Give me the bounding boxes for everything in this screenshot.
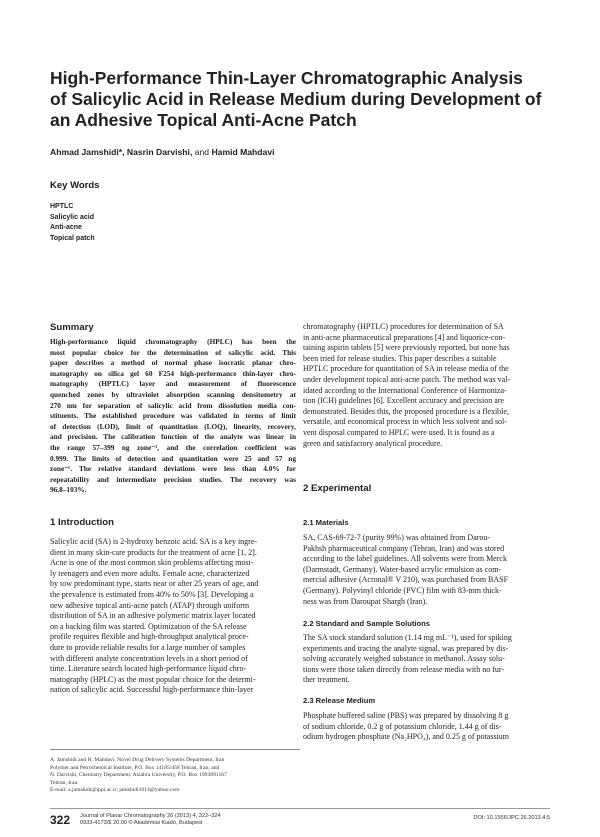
summary-heading: Summary	[50, 322, 94, 333]
introduction-heading: 1 Introduction	[50, 517, 114, 528]
text-line: ness was from Daroupat Shargh (Iran).	[303, 596, 428, 606]
text-line: with different analyte concentration levels in a short period of	[50, 653, 248, 663]
author-name: Nasrin Darvishi,	[126, 147, 193, 157]
article-title	[50, 68, 560, 131]
text-line: Salicylic acid (SA) is 2-hydroxy benzoic acid. SA is a key ingre-	[50, 537, 258, 546]
text-line: ly teenagers and even more adults. Female acne, characterized	[50, 568, 250, 578]
summary-line: matography (HPTLC) layer and measurement of fluorescence	[50, 379, 296, 389]
text-line: by tow predominant type, starts near or after 25 years of age, and	[50, 579, 259, 589]
text-line: nation of salicylic acid. Successful high-performance thin-layer	[50, 685, 254, 695]
summary-line: 0.999. The limits of detection and quantitation were 25 and 57 ng	[50, 453, 296, 463]
summary-line: paper describes a method of normal phase isocratic planar chro-	[50, 358, 296, 368]
text-line: Phosphate buffered saline (PBS) was prepared by dissolving 8 g	[303, 711, 509, 720]
text-line: new adhesive topical anti-acne patch (ATAP) through uniform	[50, 600, 250, 610]
text-line: profile requires flexible and high-throughput analytical proce-	[50, 632, 249, 642]
summary-line: repeatability and intermediate precision studies. The recovery was	[50, 474, 296, 484]
summary-line: most popular choice for the determination of salicylic acid. This	[50, 347, 296, 357]
summary-line: 96.8–103%.	[50, 485, 87, 495]
text-line: in anti-acne pharmaceutical preparations [4] and liquorice-con-	[303, 332, 506, 342]
footnote-line: N. Darvishi, Chemistry Department, Alzahra University, P.O. Box 1993891167	[50, 772, 227, 779]
text-line: according to the label guidelines. All solvents were from Merck	[303, 554, 507, 564]
summary-line: matography on silica gel 60 F254 high-performance thin-layer chro-	[50, 368, 296, 378]
keyword-item: Salicylic acid	[50, 213, 94, 221]
materials-heading: 2.1 Materials	[303, 518, 349, 527]
text-line: odium hydrogen phosphate (Na₂HPO₄), and 0.25 g of potassium	[303, 732, 509, 742]
materials-text	[303, 533, 550, 607]
summary-line: zone⁻¹. The relative standard deviations were less than 4.0% for	[50, 464, 296, 474]
title-line: High-Performance Thin-Layer Chromatographic Analysis	[50, 68, 523, 88]
text-line: Pakhsh pharmaceutical company (Tehran, Iran) and was stored	[303, 543, 505, 553]
title-line: of Salicylic Acid in Release Medium during Development of	[50, 89, 542, 109]
summary-line: and precision. The calibration function of the analyte was linear in	[50, 432, 296, 442]
text-line: taining aspirin tablets [5] were previously reported, but none has	[303, 343, 510, 353]
keywords-list	[50, 202, 95, 244]
copyright-line: 0933-4173/$ 20.00 © Akadémiai Kiadó, Budapest	[80, 820, 203, 826]
keyword-item: HPTLC	[50, 203, 74, 210]
text-line: vent disposal compared to HPLC were used. It is found as a	[303, 427, 495, 437]
release-medium-text	[303, 711, 550, 743]
affiliation-footnote	[50, 757, 300, 795]
text-line: distribution of SA in an adhesive polymeric matrix layer located	[50, 611, 256, 621]
summary-line: of detection (LOD), limit of quantitation (LOQ), linearity, recovery,	[50, 421, 296, 431]
standard-solutions-heading: 2.2 Standard and Sample Solutions	[303, 619, 431, 628]
text-line: mercial adhesive (Acronal® V 210), was purchased from BASF	[303, 575, 509, 585]
text-line: demonstrated. Besides this, the proposed procedure is a flexible,	[303, 406, 509, 416]
introduction-text	[50, 537, 300, 696]
text-line: green and satisfactory analytical procedure.	[303, 438, 443, 448]
text-line: ther treatment.	[303, 675, 350, 685]
summary-line: the range 57–399 ng zone⁻¹, and the correlation coefficient was	[50, 442, 296, 452]
footer-divider	[50, 808, 550, 809]
text-line: idated according to the International Conference of Harmoniza-	[303, 385, 507, 395]
footnote-line: Polymer and Petrochemical Institute, P.O. Box 14185/458 Tehran, Iran; and	[50, 764, 220, 771]
text-line: been tried for release studies. This paper describes a suitable	[303, 353, 497, 363]
summary-line: High-performance liquid chromatography (HPLC) has been the	[50, 337, 296, 346]
text-line: The SA stock standard solution (1.14 mg mL⁻¹), used for spiking	[303, 633, 512, 642]
footnote-divider	[50, 749, 300, 750]
text-line: time. Literature search located high-performance liquid chro-	[50, 664, 247, 674]
introduction-continued-text	[303, 322, 550, 449]
text-line: dient in many skin-care products for the treatment of acne [1, 2].	[50, 547, 257, 557]
footnote-line: Tehran, Iran.	[50, 779, 79, 786]
text-line: matography (HPLC) as the most popular choice for the determi-	[50, 674, 256, 684]
text-line: chromatography (HPTLC) procedures for determination of SA	[303, 322, 504, 331]
text-line: versatile, and economical process in which less solvent and sol-	[303, 417, 507, 427]
text-line: SA, CAS-69-72-7 (purity 99%) was obtained from Darou-	[303, 533, 491, 542]
text-line: the prevalence is estimated from 40% to 50% [3]. Developing a	[50, 589, 254, 599]
summary-line: 270 nm for separation of salicylic acid from dissolution media con-	[50, 400, 296, 410]
author-name: Ahmad Jamshidi*,	[50, 147, 125, 157]
standard-solutions-text	[303, 633, 550, 686]
journal-citation	[80, 813, 221, 827]
text-line: (Germany). Polyvinyl chloride (PVC) film with 83-mm thick-	[303, 585, 502, 595]
summary-line: quenched zones by ultraviolet absorption scanning densitometry at	[50, 389, 296, 399]
summary-text	[50, 337, 296, 496]
keywords-heading: Key Words	[50, 180, 100, 191]
title-line: an Adhesive Topical Anti-Acne Patch	[50, 110, 357, 130]
text-line: Acne is one of the most common skin problems affecting most-	[50, 558, 254, 568]
text-line: of sodium chloride, 0.2 g of potassium chloride, 1.44 g of dis-	[303, 721, 502, 731]
page-number: 322	[50, 813, 71, 827]
doi-label: DOI: 10.1556/JPC.26.2013.4.5	[473, 815, 550, 821]
text-line: tion (ICH) guidelines [6]. Excellent accuracy and precision are	[303, 396, 505, 406]
experimental-heading: 2 Experimental	[303, 483, 372, 494]
text-line: tions were those taken directly from release media with no fur-	[303, 664, 505, 674]
footnote-line: E-mail: a.jamshidi@ippi.ac.ir; jamshidi1014@yahoo.com	[50, 787, 180, 794]
journal-line: Journal of Planar Chromatography 26 (2013) 4, 322–324	[80, 813, 221, 819]
text-line: under development topical anti-acne patch. The method was val-	[303, 374, 511, 384]
summary-line: stituents. The established procedure was validated in terms of limit	[50, 411, 296, 421]
text-line: experiments and tracing the analyte signal, was prepared by dis-	[303, 643, 509, 653]
text-line: on a backing film was started. Optimization of the SA release	[50, 621, 247, 631]
release-medium-heading: 2.3 Release Medium	[303, 696, 376, 705]
keyword-item: Anti-acne	[50, 224, 82, 231]
text-line: (Darmstadt, Germany). Water-based acrylic emulsion as com-	[303, 564, 502, 574]
footnote-line: A. Jamshidi and H. Mahdavi, Novel Drug Delivery Systems Department, Iran	[50, 757, 225, 763]
text-line: solving accurately weighed substance in methanol. Assay solu-	[303, 654, 505, 664]
text-line: HPTLC procedure for quantitation of SA in release media of the	[303, 364, 509, 374]
author-name: Hamid Mahdavi	[211, 147, 275, 157]
text-line: dure to provide reliable results for a large number of samples	[50, 642, 246, 652]
keyword-item: Topical patch	[50, 234, 95, 242]
author-list	[50, 147, 275, 157]
author-conjunction: and	[194, 147, 210, 157]
